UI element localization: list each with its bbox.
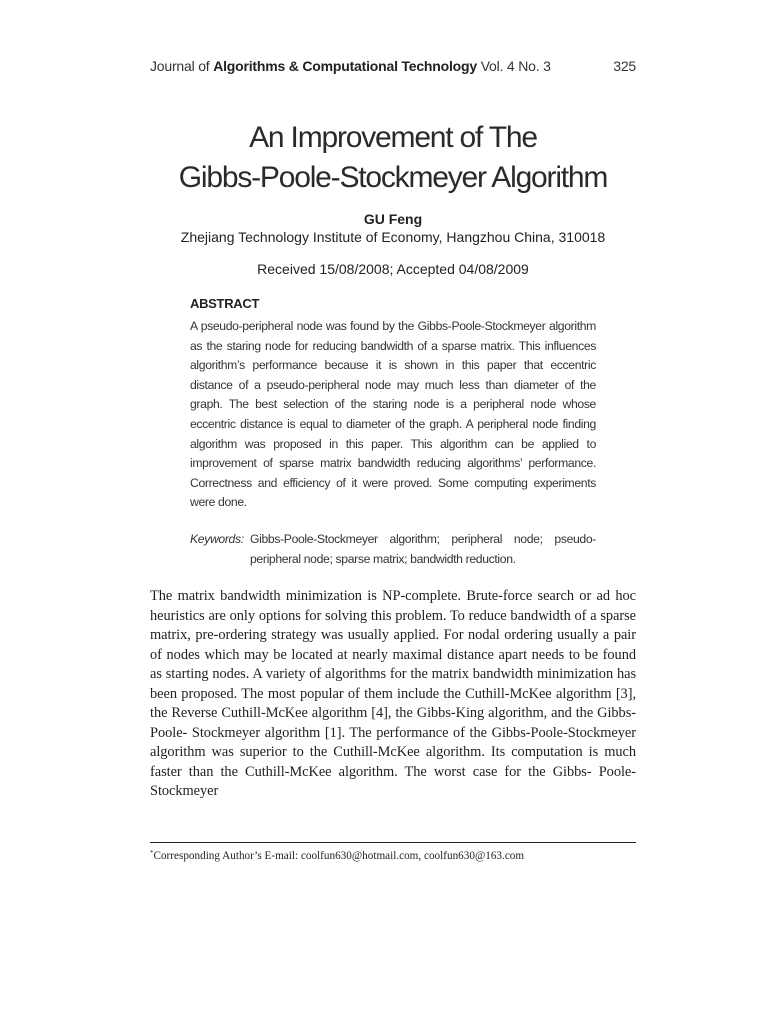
footnote	[150, 846, 636, 863]
paper-title	[100, 118, 686, 198]
footnote-text: Corresponding Author’s E-mail: coolfun630@hotmail.com, coolfun630@163.com	[153, 850, 525, 862]
title-line-2: Gibbs-Poole-Stockmeyer Algorithm	[178, 161, 608, 194]
journal-prefix: Journal of	[150, 58, 210, 74]
author-name: GU Feng	[363, 211, 423, 227]
journal-citation	[150, 58, 551, 74]
title-line-1: An Improvement of The	[249, 121, 537, 154]
running-header	[150, 58, 636, 78]
journal-volume: Vol. 4 No. 3	[480, 58, 551, 74]
author-affiliation: Zhejiang Technology Institute of Economy, Hangzhou China, 310018	[180, 229, 606, 245]
submission-dates: Received 15/08/2008; Accepted 04/08/2009	[257, 261, 529, 277]
body-paragraph: The matrix bandwidth minimization is NP-complete. Brute-force search or ad hoc heuristics are only options for solving this problem. To reduce bandwidth of a sparse matrix, pre-ordering strategy was usually applied. For nodal ordering usually a pair of nodes which may be located at nearly maximal distance apart needs to be found as starting nodes. A variety of algorithms for the matrix bandwidth minimization has been proposed. The most popular of them include the Cuthill-McKee algorithm [3], the Reverse Cuthill-McKee algorithm [4], the Gibbs-King algorithm, and the Gibbs-Poole- Stockmeyer algorithm [1]. The performance of the Gibbs-Poole-Stockmeyer algorithm was superior to the Cuthill-McKee algorithm. Its computation is much faster than the Cuthill-McKee algorithm. The worst case for the Gibbs- Poole-Stockmeyer	[150, 588, 636, 799]
page-number: 325	[613, 58, 636, 74]
keywords-text: Gibbs-Poole-Stockmeyer algorithm; peripheral node; pseudo-peripheral node; sparse matrix; bandwidth reduction.	[250, 532, 596, 566]
journal-name: Algorithms & Computational Technology	[213, 58, 477, 74]
abstract-text: A pseudo-peripheral node was found by the Gibbs-Poole-Stockmeyer algorithm as the staring node for reducing bandwidth of a sparse matrix. This influences algorithm’s performance because it is shown in this paper that eccentric distance of a pseudo-peripheral node may much less than diameter of the graph. The best selection of the staring node is a peripheral node whose eccentric distance is equal to diameter of the graph. A peripheral node finding algorithm was proposed in this paper. This algorithm can be applied to improvement of sparse matrix bandwidth reducing algorithms’ performance. Correctness and efficiency of it were proved. Some computing experiments were done.	[190, 319, 596, 510]
footnote-marker: *	[150, 849, 154, 857]
footnote-divider	[150, 842, 636, 843]
keywords-label: Keywords:	[190, 532, 244, 546]
abstract-heading: ABSTRACT	[190, 296, 260, 311]
